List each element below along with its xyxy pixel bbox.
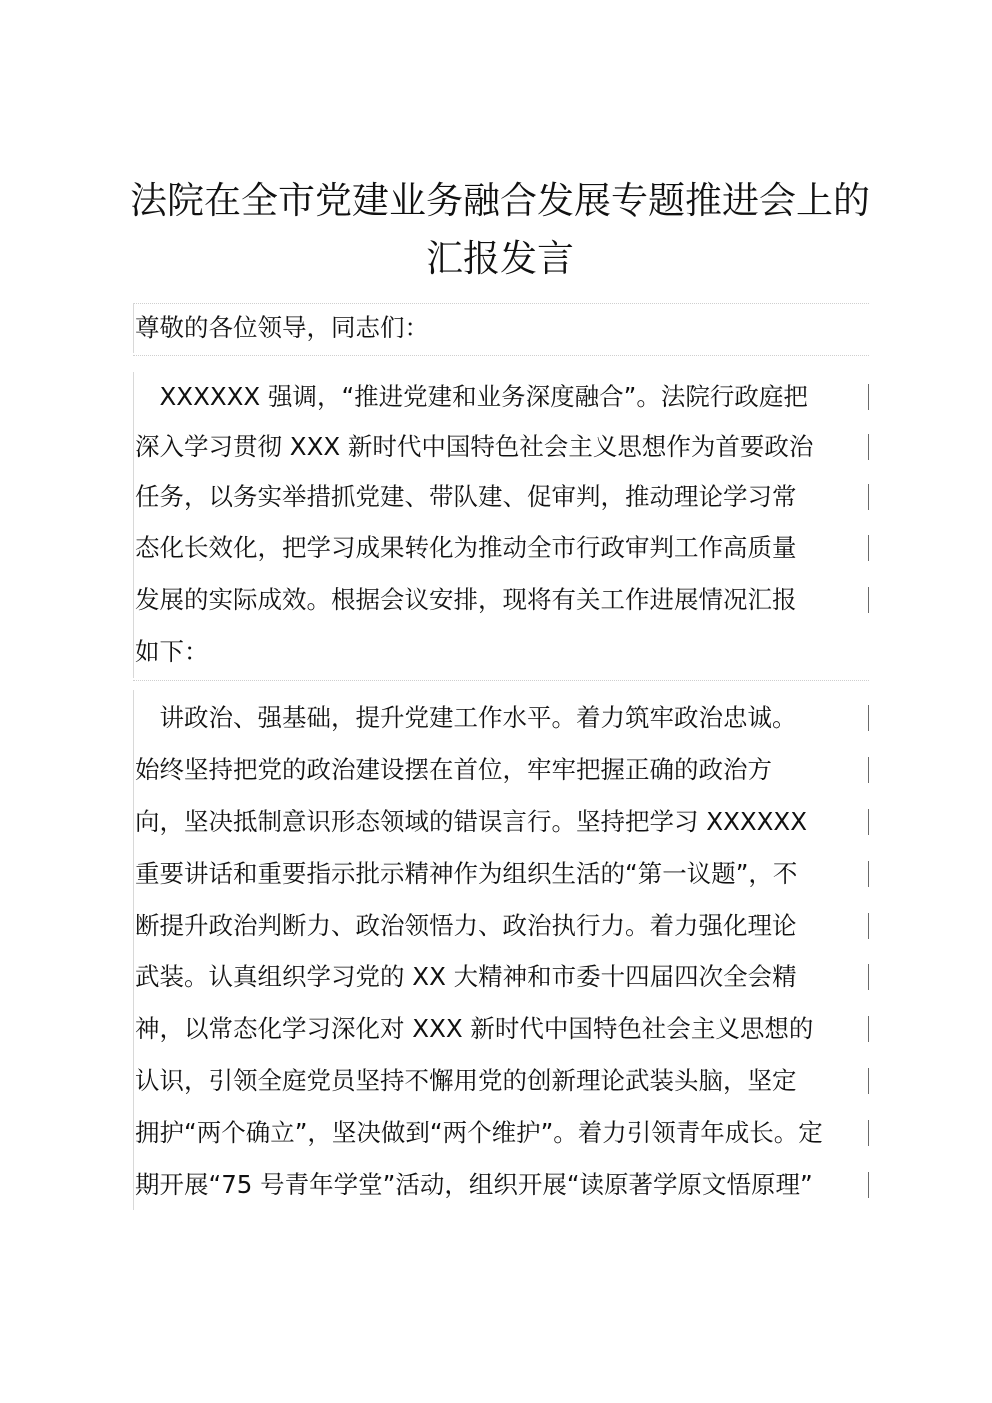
- para1-line: 任务，以务实举措抓党建、带队建、促审判，推动理论学习常: [135, 482, 797, 511]
- frame-divider-2: [133, 680, 869, 681]
- title-line-2: 汇报发言: [426, 237, 574, 280]
- line-end-marker: [868, 1172, 869, 1198]
- para1-line: 态化长效化，把学习成果转化为推动全市行政审判工作高质量: [135, 533, 797, 562]
- para1-line: XXXXXX 强调，“推进党建和业务深度融合”。法院行政庭把: [135, 382, 808, 411]
- frame-left-line: [133, 372, 134, 678]
- para2-line: 期开展“75 号青年学堂”活动，组织开展“读原著学原文悟原理”: [135, 1170, 813, 1199]
- line-end-marker: [868, 964, 869, 990]
- line-end-marker: [868, 587, 869, 613]
- line-end-marker: [868, 913, 869, 939]
- para1-line: 如下：: [135, 637, 209, 666]
- para2-line: 武装。认真组织学习党的 XX 大精神和市委十四届四次全会精: [135, 962, 797, 991]
- para2-line: 重要讲话和重要指示批示精神作为组织生活的“第一议题”，不: [135, 859, 798, 888]
- document-title: [110, 172, 890, 288]
- title-line-1: 法院在全市党建业务融合发展专题推进会上的: [130, 179, 870, 222]
- para2-line: 神，以常态化学习深化对 XXX 新时代中国特色社会主义思想的: [135, 1014, 814, 1043]
- line-end-marker: [868, 1120, 869, 1146]
- line-end-marker: [868, 535, 869, 561]
- para2-line: 拥护“两个确立”，坚决做到“两个维护”。着力引领青年成长。定: [135, 1118, 823, 1147]
- line-end-marker: [868, 705, 869, 731]
- line-end-marker: [868, 757, 869, 783]
- para2-line: 认识，引领全庭党员坚持不懈用党的创新理论武装头脑，坚定: [135, 1066, 797, 1095]
- line-end-marker: [868, 1016, 869, 1042]
- frame-left-line: [133, 690, 134, 1210]
- line-end-marker: [868, 1068, 869, 1094]
- para1-line: 发展的实际成效。根据会议安排，现将有关工作进展情况汇报: [135, 585, 797, 614]
- para2-line: 向，坚决抵制意识形态领域的错误言行。坚持把学习 XXXXXX: [135, 807, 807, 836]
- line-end-marker: [868, 434, 869, 460]
- frame-left-line: [133, 303, 134, 353]
- frame-divider-1: [133, 355, 869, 356]
- para2-line: 讲政治、强基础，提升党建工作水平。着力筑牢政治忠诚。: [135, 703, 797, 732]
- line-end-marker: [868, 484, 869, 510]
- line-end-marker: [868, 809, 869, 835]
- para2-line: 断提升政治判断力、政治领悟力、政治执行力。着力强化理论: [135, 911, 797, 940]
- salutation: 尊敬的各位领导，同志们：: [135, 313, 429, 342]
- line-end-marker: [868, 384, 869, 410]
- line-end-marker: [868, 861, 869, 887]
- para2-line: 始终坚持把党的政治建设摆在首位，牢牢把握正确的政治方: [135, 755, 772, 784]
- para1-line: 深入学习贯彻 XXX 新时代中国特色社会主义思想作为首要政治: [135, 432, 814, 461]
